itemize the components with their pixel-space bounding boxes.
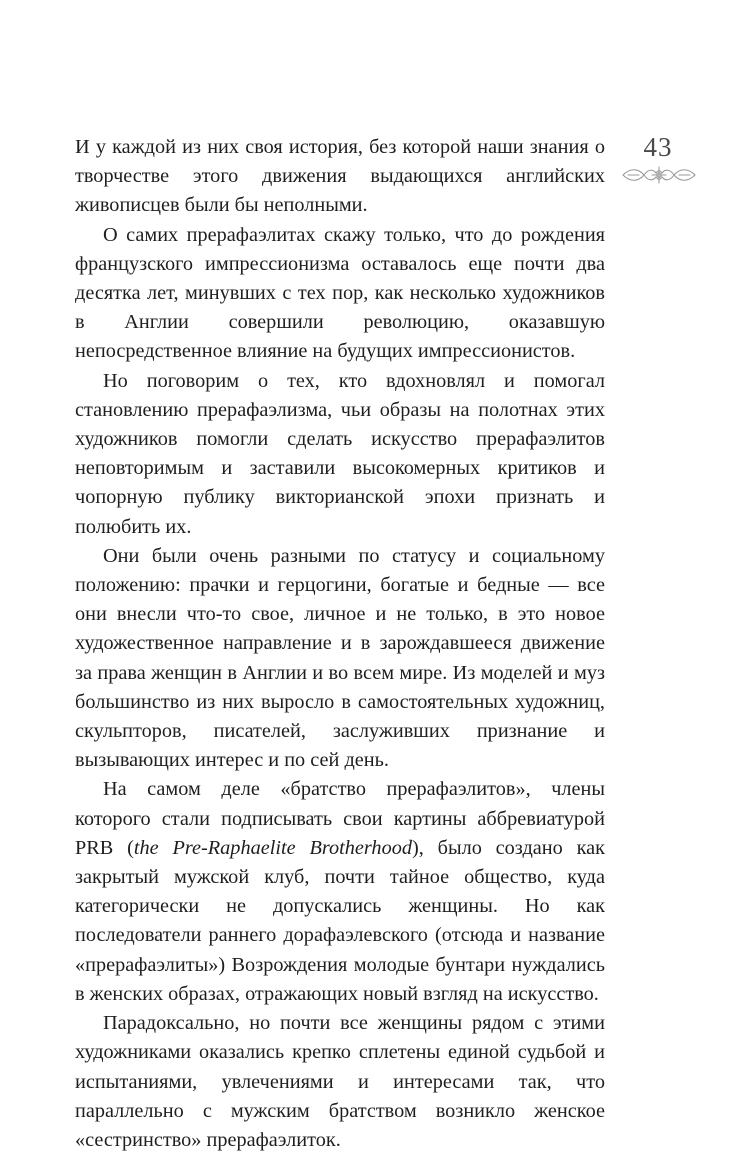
paragraph: И у каждой из них своя история, без которой наши знания о творчестве этого движения выдающихся английских живописцев были бы неполными.: [75, 136, 605, 217]
paragraph: Они были очень разными по статусу и социальному положению: прачки и герцогини, богатые и бедные — все они внесли что-то свое, личное и не только, в это новое художественное направление и в зарождавшееся движение за права женщин в Англии и во всем мире. Из моделей и муз большинство из них выросло в самостоятельных художниц, скульпторов, писателей, заслуживших признание и вызывающих интерес и по сей день.: [75, 544, 605, 772]
page-number: 43: [643, 132, 673, 162]
paragraph: Но поговорим о тех, кто вдохновлял и помогал становлению прерафаэлизма, чьи образы на полотнах этих художников помогли сделать искусство прерафаэлитов неповторимым и заставили высокомерных критиков и чопорную публику викторианской эпохи признать и полюбить их.: [75, 369, 605, 538]
body-text: [75, 133, 605, 1155]
paragraph-text: ), было создано как закрытый мужской клуб, почти тайное общество, куда категорически не допускались женщины. Но как последователи раннего дорафаэлевского (отсюда и название «прерафаэлиты») Возрождения молодые бунтари нуждались в женских образах, отражающих новый взгляд на искусство.: [75, 836, 605, 1005]
paragraph: Парадоксально, но почти все женщины рядом с этими художниками оказались крепко сплетены единой судьбой и испытаниями, увлечениями и интересами так, что параллельно с мужским братством возникло женское «сестринство» прерафаэлиток.: [75, 1012, 605, 1151]
italic-term: the Pre-Raphaelite Brotherhood: [133, 836, 412, 859]
paragraph-text: На самом деле «братство прерафаэлитов», члены которого стали подписывать свои картины аббревиатурой PRB (: [75, 778, 605, 859]
paragraph: О самих прерафаэлитах скажу только, что до рождения французского импрессионизма оставалось еще почти два десятка лет, минувших с тех пор, как несколько художников в Англии совершили революцию, оказавшую непосредственное влияние на будущих импрессионистов.: [75, 223, 605, 363]
decorative-flourish-icon: [620, 164, 698, 186]
paragraph: [75, 775, 605, 1009]
